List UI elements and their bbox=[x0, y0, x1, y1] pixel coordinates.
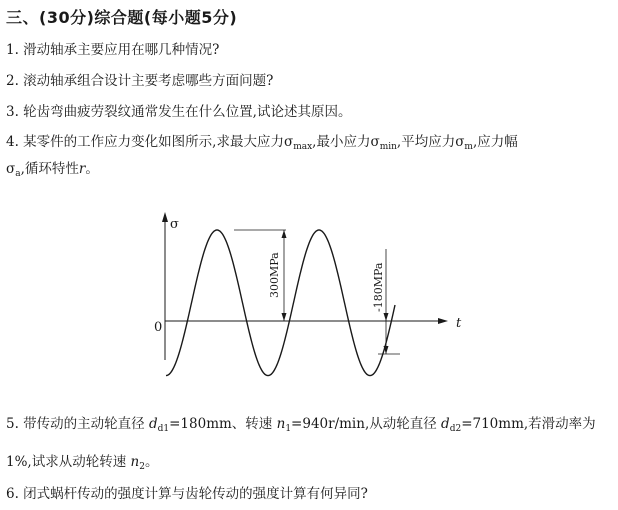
min-dim-arrow-top bbox=[384, 313, 389, 321]
q5-sub-n2: 2 bbox=[139, 462, 145, 472]
q5-text-e: 1%,试求从动轮转速 bbox=[6, 454, 127, 470]
section-heading: 三、(30分)综合题(每小题5分) bbox=[6, 8, 238, 27]
q5-var-n1: n bbox=[276, 416, 286, 432]
q4-end: 。 bbox=[85, 161, 99, 177]
q4-sub-a: a bbox=[15, 169, 21, 179]
q4-text-e: ,循环特性 bbox=[20, 161, 79, 177]
q5-var-d2: d bbox=[441, 416, 450, 432]
y-axis-arrow bbox=[162, 212, 168, 222]
max-dim-arrow-top bbox=[282, 230, 287, 238]
max-dim-arrow-bottom bbox=[282, 313, 287, 321]
q5-sub-d2: d2 bbox=[449, 424, 462, 434]
q5-text-d: =710mm,若滑动率为 bbox=[461, 416, 596, 432]
question-4-line-1 bbox=[6, 133, 518, 156]
q4-sigma: σ bbox=[6, 161, 16, 177]
q5-end: 。 bbox=[144, 454, 159, 470]
question-5-line-1 bbox=[6, 415, 596, 438]
x-axis-label: t bbox=[456, 316, 462, 331]
q4-text-b: ,最小应力σ bbox=[312, 134, 380, 150]
q5-text-c: =940r/min,从动轮直径 bbox=[291, 416, 437, 432]
question-3: 3. 轮齿弯曲疲劳裂纹通常发生在什么位置,试论述其原因。 bbox=[6, 104, 352, 120]
question-1: 1. 滑动轴承主要应用在哪几种情况? bbox=[6, 42, 220, 58]
q4-sub-m: m bbox=[464, 142, 473, 152]
q5-text-a: 5. 带传动的主动轮直径 bbox=[6, 416, 145, 432]
question-5-line-2 bbox=[6, 453, 158, 476]
q5-text-b: =180mm、转速 bbox=[169, 416, 273, 432]
x-axis-arrow bbox=[438, 318, 448, 324]
stress-cycle-figure bbox=[150, 200, 480, 375]
question-6: 6. 闭式蜗杆传动的强度计算与齿轮传动的强度计算有何异同? bbox=[6, 486, 368, 502]
q4-text-a: 4. 某零件的工作应力变化如图所示,求最大应力σ bbox=[6, 134, 294, 150]
question-2: 2. 滚动轴承组合设计主要考虑哪些方面问题? bbox=[6, 73, 274, 89]
q4-text-c: ,平均应力σ bbox=[396, 134, 465, 150]
y-axis-label: σ bbox=[170, 217, 179, 232]
stress-curve bbox=[166, 230, 395, 376]
q5-sub-d1: d1 bbox=[157, 424, 170, 434]
min-dimension-label: -180MPa bbox=[372, 262, 385, 312]
q4-text-d: ,应力幅 bbox=[472, 134, 518, 150]
origin-label: 0 bbox=[154, 320, 163, 335]
stress-cycle-svg bbox=[150, 200, 480, 375]
q4-var-r: r bbox=[78, 161, 86, 177]
q5-var-n2: n bbox=[130, 454, 140, 470]
question-4-line-2 bbox=[6, 160, 99, 183]
max-dimension-label: 300MPa bbox=[268, 252, 281, 298]
q5-sub-n1: 1 bbox=[285, 424, 292, 434]
q4-sub-min: min bbox=[379, 142, 397, 152]
q4-sub-max: max bbox=[293, 142, 313, 152]
q5-var-d1: d bbox=[148, 416, 158, 432]
